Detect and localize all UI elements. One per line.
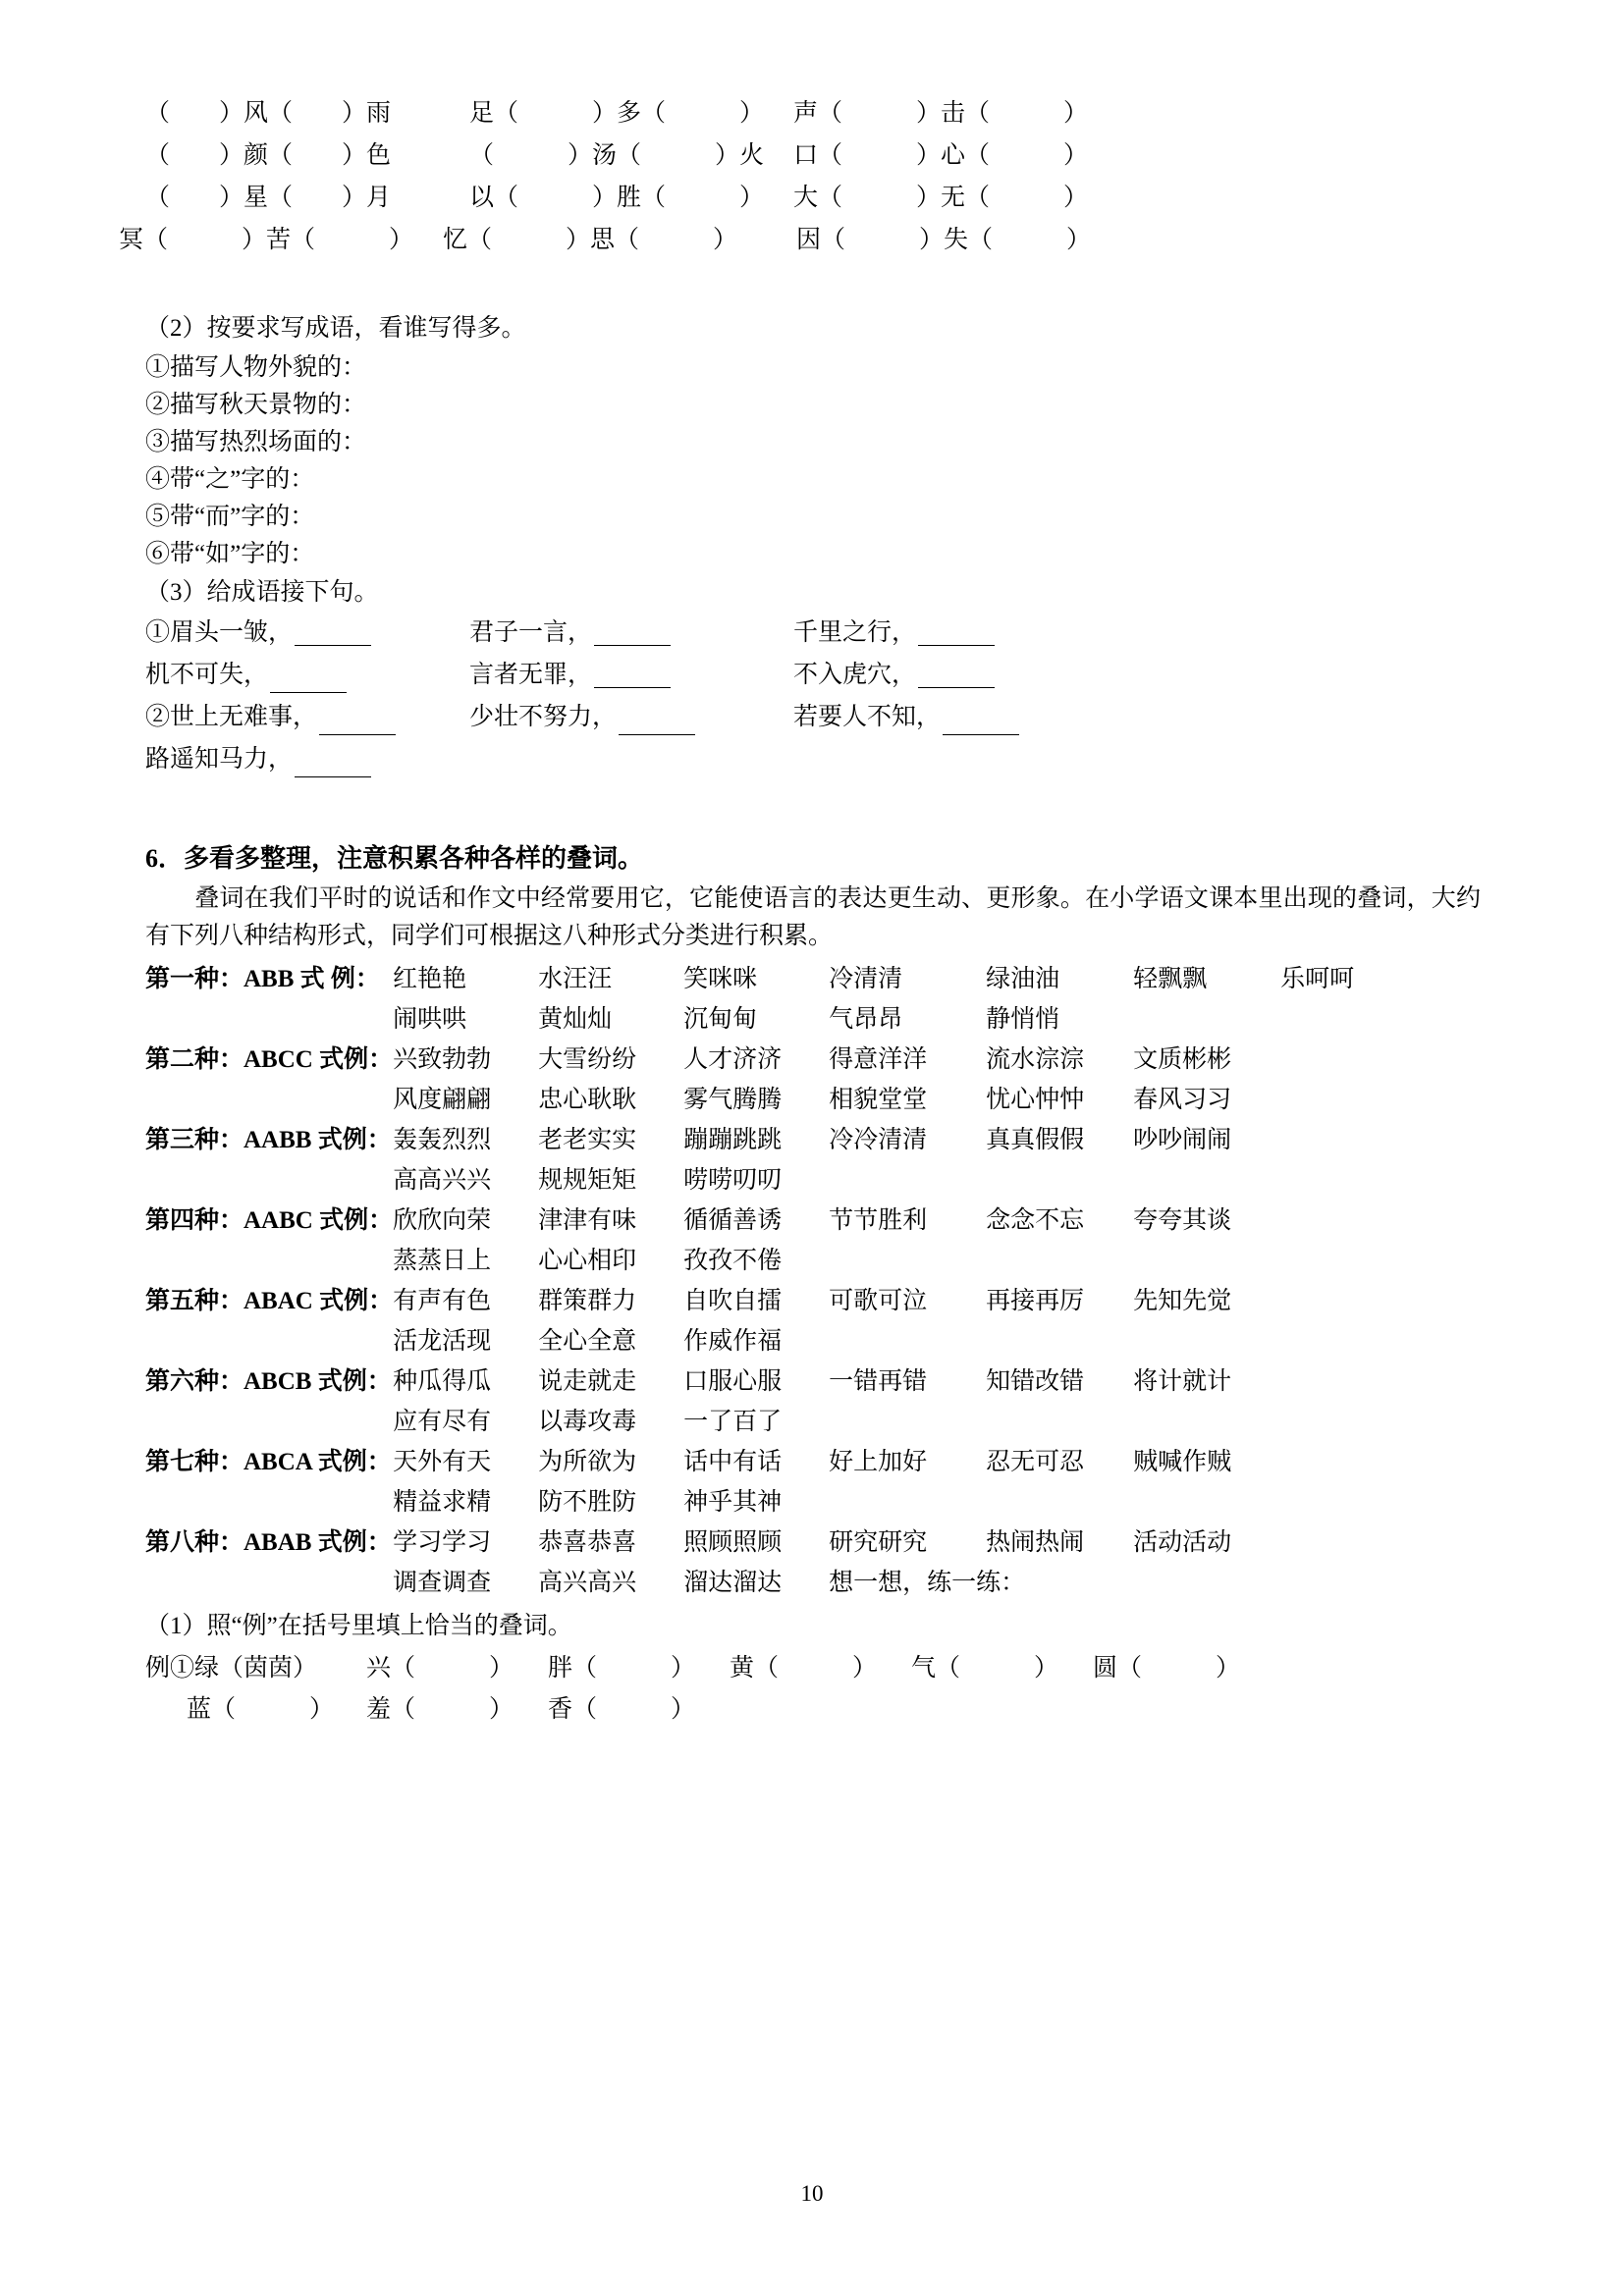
table-row bbox=[145, 1321, 1481, 1362]
word-cell: 好上加好 bbox=[829, 1449, 928, 1475]
section2-item: ②描写秋天景物的： bbox=[145, 392, 367, 418]
word-cell: 一错再错 bbox=[829, 1368, 928, 1395]
word-cell: 全心全意 bbox=[538, 1328, 637, 1355]
word-cell: 老老实实 bbox=[538, 1127, 637, 1153]
word-cell: 兴致勃勃 bbox=[393, 1046, 492, 1073]
answer-blank[interactable] bbox=[270, 667, 347, 693]
word-cell bbox=[1133, 1402, 1280, 1442]
kind-label: 第五种：ABAC 式例： bbox=[145, 1288, 394, 1314]
word-cell bbox=[1133, 1160, 1280, 1201]
idiom-prompt: ①眉头一皱， bbox=[145, 619, 294, 646]
word-cell: 风度翩翩 bbox=[393, 1087, 492, 1113]
word-cell: 蒸蒸日上 bbox=[393, 1248, 492, 1274]
bracket-cell: 冥（ ）苦（ ） bbox=[119, 227, 414, 253]
answer-blank[interactable] bbox=[918, 663, 995, 688]
word-cell: 循循善诱 bbox=[683, 1207, 783, 1234]
bracket-cell: （ ）风（ ）雨 bbox=[145, 100, 392, 127]
word-cell: 自吹自擂 bbox=[683, 1288, 783, 1314]
word-cell bbox=[1280, 999, 1481, 1040]
word-cell: 水汪汪 bbox=[538, 966, 613, 992]
bracket-row bbox=[119, 220, 1481, 262]
word-cell: 得意洋洋 bbox=[829, 1046, 928, 1073]
table-row bbox=[145, 1442, 1481, 1482]
word-cell: 念念不忘 bbox=[986, 1207, 1085, 1234]
example-cell[interactable]: 黄（ ） bbox=[730, 1655, 878, 1682]
table-row bbox=[145, 1241, 1481, 1281]
answer-blank[interactable] bbox=[295, 620, 371, 646]
answer-blank[interactable] bbox=[295, 752, 371, 777]
word-cell: 话中有话 bbox=[683, 1449, 783, 1475]
idiom-prompt: 机不可失， bbox=[145, 662, 269, 688]
word-cell bbox=[829, 1402, 986, 1442]
bracket-cell: 以（ ）胜（ ） bbox=[469, 185, 765, 211]
kind-label: 第八种：ABAB 式例： bbox=[145, 1529, 392, 1556]
word-cell: 照顾照顾 bbox=[683, 1529, 783, 1556]
word-cell bbox=[1280, 1442, 1481, 1482]
word-cell: 将计就计 bbox=[1133, 1368, 1232, 1395]
answer-blank[interactable] bbox=[594, 663, 671, 688]
bracket-cell: （ ）星（ ）月 bbox=[145, 185, 392, 211]
idiom-prompt: 君子一言， bbox=[469, 619, 593, 646]
word-cell: 红艳艳 bbox=[393, 966, 467, 992]
example-cell[interactable]: 羞（ ） bbox=[366, 1696, 514, 1723]
word-cell: 轰轰烈烈 bbox=[393, 1127, 492, 1153]
word-cell: 想一想，练一练： bbox=[829, 1570, 1026, 1596]
kind-label-empty bbox=[145, 1563, 393, 1603]
word-cell: 流水淙淙 bbox=[986, 1046, 1085, 1073]
word-cell: 为所欲为 bbox=[538, 1449, 637, 1475]
word-cell bbox=[1280, 1241, 1481, 1281]
kind-label: 第七种：ABCA 式例： bbox=[145, 1449, 392, 1475]
word-cell bbox=[1280, 1482, 1481, 1522]
word-cell: 种瓜得瓜 bbox=[393, 1368, 492, 1395]
word-cell bbox=[986, 1241, 1133, 1281]
word-cell: 天外有天 bbox=[393, 1449, 492, 1475]
word-cell: 乐呵呵 bbox=[1280, 966, 1355, 992]
word-cell bbox=[986, 1160, 1133, 1201]
idiom-prompt: 言者无罪， bbox=[469, 662, 593, 688]
word-cell: 有声有色 bbox=[393, 1288, 492, 1314]
table-row bbox=[145, 1080, 1481, 1120]
idiom-prompt: ②世上无难事， bbox=[145, 704, 318, 730]
word-cell: 活龙活现 bbox=[393, 1328, 492, 1355]
section2-item: ①描写人物外貌的： bbox=[145, 354, 367, 381]
paragraph-text: 叠词在我们平时的说话和作文中经常要用它，它能使语言的表达更生动、更形象。在小学语文课本里出现的叠词，大约有下列八种结构形式，同学们可根据这八种形式分类进行积累。 bbox=[145, 885, 1481, 949]
kind-label-empty bbox=[145, 1160, 393, 1201]
word-cell: 人才济济 bbox=[683, 1046, 783, 1073]
section2-item: ⑤带“而”字的： bbox=[145, 504, 315, 530]
page-content bbox=[119, 93, 1481, 1731]
word-cell: 黄灿灿 bbox=[538, 1006, 613, 1033]
word-cell: 冷清清 bbox=[829, 966, 903, 992]
table-row bbox=[145, 1040, 1481, 1080]
word-cell: 口服心服 bbox=[683, 1368, 783, 1395]
word-cell bbox=[1133, 1241, 1280, 1281]
idiom-prompt: 若要人不知， bbox=[793, 704, 942, 730]
word-cell: 贼喊作贼 bbox=[1133, 1449, 1232, 1475]
idiom-prompt: 不入虎穴， bbox=[793, 662, 917, 688]
bracket-row bbox=[145, 178, 1481, 220]
idiom-row bbox=[145, 655, 1481, 697]
word-cell: 冷冷清清 bbox=[829, 1127, 928, 1153]
word-cell: 规规矩矩 bbox=[538, 1167, 637, 1194]
kind-label-empty bbox=[145, 1080, 393, 1120]
word-cell bbox=[1133, 1321, 1280, 1362]
word-cell bbox=[829, 1241, 986, 1281]
word-cell bbox=[1280, 1402, 1481, 1442]
word-cell: 可歌可泣 bbox=[829, 1288, 928, 1314]
word-cell: 溜达溜达 bbox=[683, 1570, 783, 1596]
word-cell bbox=[1280, 1080, 1481, 1120]
word-cell bbox=[1280, 1321, 1481, 1362]
example-cell[interactable]: 圆（ ） bbox=[1093, 1655, 1241, 1682]
answer-blank[interactable] bbox=[619, 710, 695, 735]
example-row bbox=[145, 1648, 1481, 1689]
word-cell: 孜孜不倦 bbox=[683, 1248, 783, 1274]
word-cell: 绿油油 bbox=[986, 966, 1060, 992]
idiom-row bbox=[145, 739, 1481, 781]
section2-item: ④带“之”字的： bbox=[145, 466, 315, 493]
kind-label-empty bbox=[145, 999, 393, 1040]
word-cell: 应有尽有 bbox=[393, 1409, 492, 1435]
page-number: 10 bbox=[800, 2181, 824, 2206]
idiom-row bbox=[145, 613, 1481, 655]
word-cell: 高高兴兴 bbox=[393, 1167, 492, 1194]
word-cell: 唠唠叨叨 bbox=[683, 1167, 783, 1194]
kind-label-empty bbox=[145, 1241, 393, 1281]
word-cell: 闹哄哄 bbox=[393, 1006, 467, 1033]
answer-blank[interactable] bbox=[943, 710, 1019, 735]
word-cell bbox=[986, 1482, 1133, 1522]
word-cell: 高兴高兴 bbox=[538, 1570, 637, 1596]
kind-label: 第六种：ABCB 式例： bbox=[145, 1368, 392, 1395]
kind-label-empty bbox=[145, 1402, 393, 1442]
table-row bbox=[145, 1482, 1481, 1522]
word-cell: 热闹热闹 bbox=[986, 1529, 1085, 1556]
word-cell: 神乎其神 bbox=[683, 1489, 783, 1516]
word-cell: 活动活动 bbox=[1133, 1529, 1232, 1556]
word-cell bbox=[829, 1160, 986, 1201]
table-row bbox=[145, 999, 1481, 1040]
bracket-cell: 足（ ）多（ ） bbox=[469, 100, 765, 127]
idiom-prompt: 少壮不努力， bbox=[469, 704, 618, 730]
word-cell: 文质彬彬 bbox=[1133, 1046, 1232, 1073]
table-row bbox=[145, 1160, 1481, 1201]
word-cell: 说走就走 bbox=[538, 1368, 637, 1395]
word-cell bbox=[1280, 1040, 1481, 1080]
word-cell bbox=[1280, 1362, 1481, 1402]
kind-label-empty bbox=[145, 1482, 393, 1522]
word-cell: 作威作福 bbox=[683, 1328, 783, 1355]
table-row bbox=[145, 1281, 1481, 1321]
word-cell: 忍无可忍 bbox=[986, 1449, 1085, 1475]
word-cell: 春风习习 bbox=[1133, 1087, 1232, 1113]
table-row bbox=[145, 1201, 1481, 1241]
word-cell: 防不胜防 bbox=[538, 1489, 637, 1516]
section6-sub-heading: （1）照“例”在括号里填上恰当的叠词。 bbox=[145, 1613, 572, 1639]
bracket-cell: （ ）颜（ ）色 bbox=[145, 142, 392, 169]
word-cell bbox=[1133, 1482, 1280, 1522]
section2-heading: （2）按要求写成语，看谁写得多。 bbox=[145, 315, 526, 342]
example-cell[interactable]: 香（ ） bbox=[548, 1696, 696, 1723]
word-cell: 相貌堂堂 bbox=[829, 1087, 928, 1113]
table-row bbox=[145, 1522, 1481, 1563]
word-cell: 学习学习 bbox=[393, 1529, 492, 1556]
example-cell: 例①绿（茵茵） bbox=[145, 1655, 318, 1682]
word-cell: 雾气腾腾 bbox=[683, 1087, 783, 1113]
reduplicated-word-table bbox=[145, 959, 1481, 1603]
bracket-cell: 因（ ）失（ ） bbox=[796, 227, 1092, 253]
example-cell[interactable]: 气（ ） bbox=[911, 1655, 1059, 1682]
table-row bbox=[145, 1120, 1481, 1160]
kind-label: 第四种：AABC 式例： bbox=[145, 1207, 394, 1234]
word-cell: 一了百了 bbox=[683, 1409, 783, 1435]
word-cell: 真真假假 bbox=[986, 1127, 1085, 1153]
word-cell: 知错改错 bbox=[986, 1368, 1085, 1395]
section2-item: ⑥带“如”字的： bbox=[145, 541, 315, 567]
idiom-prompt: 千里之行， bbox=[793, 619, 917, 646]
word-cell: 沉甸甸 bbox=[683, 1006, 758, 1033]
word-cell: 静悄悄 bbox=[986, 1006, 1060, 1033]
section3-heading: （3）给成语接下句。 bbox=[145, 579, 379, 606]
word-cell: 吵吵闹闹 bbox=[1133, 1127, 1232, 1153]
bracket-exercise bbox=[119, 93, 1481, 262]
kind-label-empty bbox=[145, 1321, 393, 1362]
word-cell bbox=[1280, 1120, 1481, 1160]
idiom-row bbox=[145, 697, 1481, 739]
word-cell: 先知先觉 bbox=[1133, 1288, 1232, 1314]
bracket-row bbox=[145, 93, 1481, 135]
table-row bbox=[145, 1362, 1481, 1402]
word-cell bbox=[829, 1482, 986, 1522]
section6-heading: 6．多看多整理，注意积累各种各样的叠词。 bbox=[145, 844, 644, 873]
word-cell: 大雪纷纷 bbox=[538, 1046, 637, 1073]
table-row bbox=[145, 1402, 1481, 1442]
word-cell: 津津有味 bbox=[538, 1207, 637, 1234]
word-cell: 研究研究 bbox=[829, 1529, 928, 1556]
word-cell: 以毒攻毒 bbox=[538, 1409, 637, 1435]
bracket-row bbox=[145, 135, 1481, 178]
word-cell: 蹦蹦跳跳 bbox=[683, 1127, 783, 1153]
word-cell: 节节胜利 bbox=[829, 1207, 928, 1234]
word-cell bbox=[829, 1321, 986, 1362]
word-cell: 夸夸其谈 bbox=[1133, 1207, 1232, 1234]
word-cell bbox=[986, 1402, 1133, 1442]
word-cell bbox=[1133, 999, 1280, 1040]
word-cell: 恭喜恭喜 bbox=[538, 1529, 637, 1556]
bracket-cell: 忆（ ）思（ ） bbox=[443, 227, 738, 253]
answer-blank[interactable] bbox=[918, 620, 995, 646]
idiom-prompt: 路遥知马力， bbox=[145, 746, 294, 773]
word-cell: 忠心耿耿 bbox=[538, 1087, 637, 1113]
word-cell: 调查调查 bbox=[393, 1570, 492, 1596]
word-cell: 欣欣向荣 bbox=[393, 1207, 492, 1234]
word-cell: 气昂昂 bbox=[829, 1006, 903, 1033]
word-cell bbox=[986, 1321, 1133, 1362]
word-cell: 忧心忡忡 bbox=[986, 1087, 1085, 1113]
bracket-cell: 口（ ）心（ ） bbox=[793, 142, 1089, 169]
answer-blank[interactable] bbox=[319, 710, 396, 735]
word-cell: 群策群力 bbox=[538, 1288, 637, 1314]
table-row bbox=[145, 959, 1481, 999]
word-cell: 再接再厉 bbox=[986, 1288, 1085, 1314]
word-cell bbox=[1280, 1522, 1481, 1563]
kind-label: 第一种：ABB 式 例： bbox=[145, 966, 380, 992]
kind-label: 第二种：ABCC 式例： bbox=[145, 1046, 394, 1073]
example-cell[interactable]: 胖（ ） bbox=[548, 1655, 696, 1682]
word-cell bbox=[1280, 1201, 1481, 1241]
bracket-cell: 大（ ）无（ ） bbox=[793, 185, 1089, 211]
kind-label: 第三种：AABB 式例： bbox=[145, 1127, 392, 1153]
word-cell: 心心相印 bbox=[538, 1248, 637, 1274]
section2-item: ③描写热烈场面的： bbox=[145, 429, 367, 455]
word-cell: 轻飘飘 bbox=[1133, 966, 1208, 992]
example-cell[interactable]: 蓝（ ） bbox=[187, 1696, 335, 1723]
word-cell bbox=[1280, 1160, 1481, 1201]
word-cell: 精益求精 bbox=[393, 1489, 492, 1516]
bracket-cell: 声（ ）击（ ） bbox=[793, 100, 1089, 127]
example-row bbox=[187, 1689, 1481, 1731]
table-row bbox=[145, 1563, 1481, 1603]
answer-blank[interactable] bbox=[594, 620, 671, 646]
section6-paragraph bbox=[145, 881, 1481, 955]
word-cell: 笑咪咪 bbox=[683, 966, 758, 992]
example-cell[interactable]: 兴（ ） bbox=[366, 1655, 514, 1682]
bracket-cell: （ ）汤（ ）火 bbox=[469, 142, 765, 169]
word-cell bbox=[1280, 1281, 1481, 1321]
